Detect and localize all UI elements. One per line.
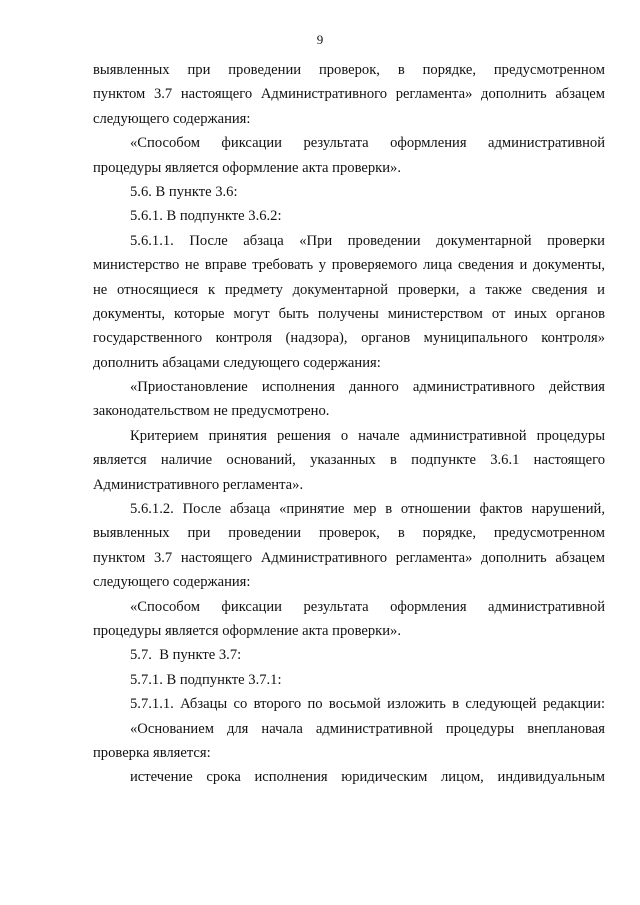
text-line: 5.7.1. В подпункте 3.7.1: bbox=[130, 671, 282, 688]
text-line: пунктом 3.7 настоящего Административного регламента» дополнить абзацем bbox=[93, 549, 605, 566]
text-line: государственного контроля (надзора), органов муниципального контроля» bbox=[93, 330, 605, 347]
text-line: 5.6.1.1. После абзаца «При проведении документарной проверки bbox=[130, 232, 605, 249]
text-line: законодательством не предусмотрено. bbox=[93, 403, 330, 420]
text-line: процедуры является оформление акта проверки». bbox=[93, 159, 402, 176]
text-line: является наличие оснований, указанных в подпункте 3.6.1 настоящего bbox=[93, 452, 605, 469]
text-line: 5.6.1.2. После абзаца «принятие мер в отношении фактов нарушений, bbox=[130, 501, 605, 518]
text-line: выявленных при проведении проверок, в порядке, предусмотренном bbox=[93, 62, 605, 78]
text-line: следующего содержания: bbox=[93, 110, 251, 127]
text-line: министерство не вправе требовать у проверяемого лица сведения и документы, bbox=[93, 257, 605, 274]
text-line: 5.6. В пункте 3.6: bbox=[130, 183, 238, 200]
text-line: процедуры является оформление акта проверки». bbox=[93, 622, 402, 639]
text-line: «Способом фиксации результата оформления административной bbox=[130, 135, 605, 152]
text-line: Критерием принятия решения о начале административной процедуры bbox=[130, 427, 605, 444]
text-line: «Способом фиксации результата оформления административной bbox=[130, 598, 605, 615]
page-number: 9 bbox=[316, 32, 324, 47]
text-line: 5.6.1. В подпункте 3.6.2: bbox=[130, 208, 282, 225]
text-line: дополнить абзацами следующего содержания: bbox=[93, 354, 381, 371]
text-line: не относящиеся к предмету документарной проверки, а также сведения и bbox=[93, 281, 605, 298]
text-line: следующего содержания: bbox=[93, 574, 251, 591]
text-line: Административного регламента». bbox=[93, 476, 304, 493]
text-line: истечение срока исполнения юридическим лицом, индивидуальным bbox=[130, 769, 605, 786]
text-line: «Приостановление исполнения данного административного действия bbox=[130, 379, 605, 396]
text-line: 5.7. В пункте 3.7: bbox=[130, 647, 242, 664]
text-line: «Основанием для начала административной процедуры внеплановая bbox=[130, 720, 605, 737]
text-line: проверка является: bbox=[93, 744, 211, 761]
text-line: 5.7.1.1. Абзацы со второго по восьмой изложить в следующей редакции: bbox=[130, 696, 605, 713]
text-line: пунктом 3.7 настоящего Административного регламента» дополнить абзацем bbox=[93, 86, 605, 103]
document-body bbox=[93, 58, 605, 790]
text-line: выявленных при проведении проверок, в порядке, предусмотренном bbox=[93, 525, 605, 542]
text-line: документы, которые могут быть получены министерством от иных органов bbox=[93, 305, 605, 322]
